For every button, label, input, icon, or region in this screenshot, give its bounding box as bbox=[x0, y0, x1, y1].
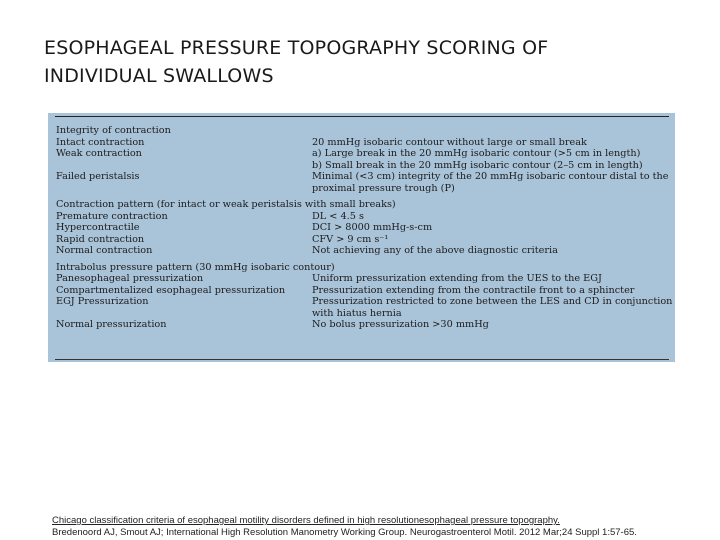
table-row bbox=[56, 148, 668, 160]
row-definition: Uniform pressurization extending from the UES to the EGJ bbox=[312, 273, 602, 284]
row-definition: CFV > 9 cm s⁻¹ bbox=[312, 233, 389, 245]
table-row bbox=[56, 137, 668, 149]
criteria-table bbox=[56, 125, 673, 331]
row-definition: Not achieving any of the above diagnostic criteria bbox=[312, 245, 558, 256]
table-row bbox=[56, 308, 668, 320]
caption-source-link[interactable]: Chicago classification criteria of esophageal motility disorders defined in high resolutionesophageal pressure topography. bbox=[52, 515, 560, 526]
row-definition: proximal pressure trough (P) bbox=[312, 182, 455, 194]
page-title bbox=[44, 34, 664, 90]
row-definition: b) Small break in the 20 mmHg isobaric contour (2–5 cm in length) bbox=[312, 159, 643, 171]
table-row bbox=[56, 211, 668, 223]
table-row bbox=[56, 319, 668, 331]
row-term: Compartmentalized esophageal pressurization bbox=[56, 284, 286, 296]
row-definition: Pressurization restricted to zone between the LES and CD in conjunction bbox=[312, 296, 673, 307]
row-term: Panesophageal pressurization bbox=[56, 273, 204, 284]
title-line-1: ESOPHAGEAL PRESSURE TOPOGRAPHY SCORING OF bbox=[44, 37, 549, 59]
row-term: Intact contraction bbox=[56, 136, 145, 148]
section-heading: Intrabolus pressure pattern (30 mmHg isobaric contour) bbox=[56, 261, 335, 273]
row-term bbox=[56, 308, 312, 320]
table-row bbox=[56, 160, 668, 172]
section-heading: Contraction pattern (for intact or weak peristalsis with small breaks) bbox=[56, 199, 396, 210]
table-row bbox=[56, 245, 668, 257]
row-term: EGJ Pressurization bbox=[56, 296, 149, 307]
row-term: Weak contraction bbox=[56, 148, 142, 159]
row-definition: Pressurization extending from the contractile front to a sphincter bbox=[312, 284, 635, 296]
title-line-2: INDIVIDUAL SWALLOWS bbox=[44, 65, 274, 87]
table-row bbox=[56, 171, 668, 183]
row-definition: Minimal (<3 cm) integrity of the 20 mmHg isobaric contour distal to the bbox=[312, 171, 669, 182]
row-term: Hypercontractile bbox=[56, 222, 140, 233]
row-term: Rapid contraction bbox=[56, 233, 145, 245]
table-row bbox=[56, 296, 673, 308]
table-row bbox=[56, 183, 668, 195]
table-row bbox=[56, 234, 668, 246]
row-term: Failed peristalsis bbox=[56, 171, 140, 182]
table-top-rule bbox=[55, 116, 669, 117]
row-term: Normal contraction bbox=[56, 245, 153, 256]
caption-citation: Bredenoord AJ, Smout AJ; International High Resolution Manometry Working Group. Neurogastroenterol Motil. 2012 Mar;24 Suppl 1:57-65. bbox=[52, 527, 637, 538]
row-definition: DL < 4.5 s bbox=[312, 210, 364, 222]
row-definition: No bolus pressurization >30 mmHg bbox=[312, 319, 489, 330]
table-row bbox=[56, 273, 668, 285]
row-term: Premature contraction bbox=[56, 210, 168, 222]
figure-caption bbox=[52, 515, 692, 539]
table-row bbox=[56, 222, 668, 234]
row-term: Normal pressurization bbox=[56, 319, 167, 330]
row-definition: 20 mmHg isobaric contour without large or small break bbox=[312, 136, 587, 148]
row-definition: with hiatus hernia bbox=[312, 307, 402, 319]
table-bottom-rule bbox=[55, 359, 669, 360]
section-heading: Integrity of contraction bbox=[56, 125, 171, 136]
row-definition: a) Large break in the 20 mmHg isobaric contour (>5 cm in length) bbox=[312, 148, 641, 159]
row-term bbox=[56, 160, 312, 172]
table-row bbox=[56, 285, 668, 297]
row-definition: DCI > 8000 mmHg-s-cm bbox=[312, 222, 433, 233]
criteria-table-image bbox=[48, 113, 675, 362]
row-term bbox=[56, 183, 312, 195]
